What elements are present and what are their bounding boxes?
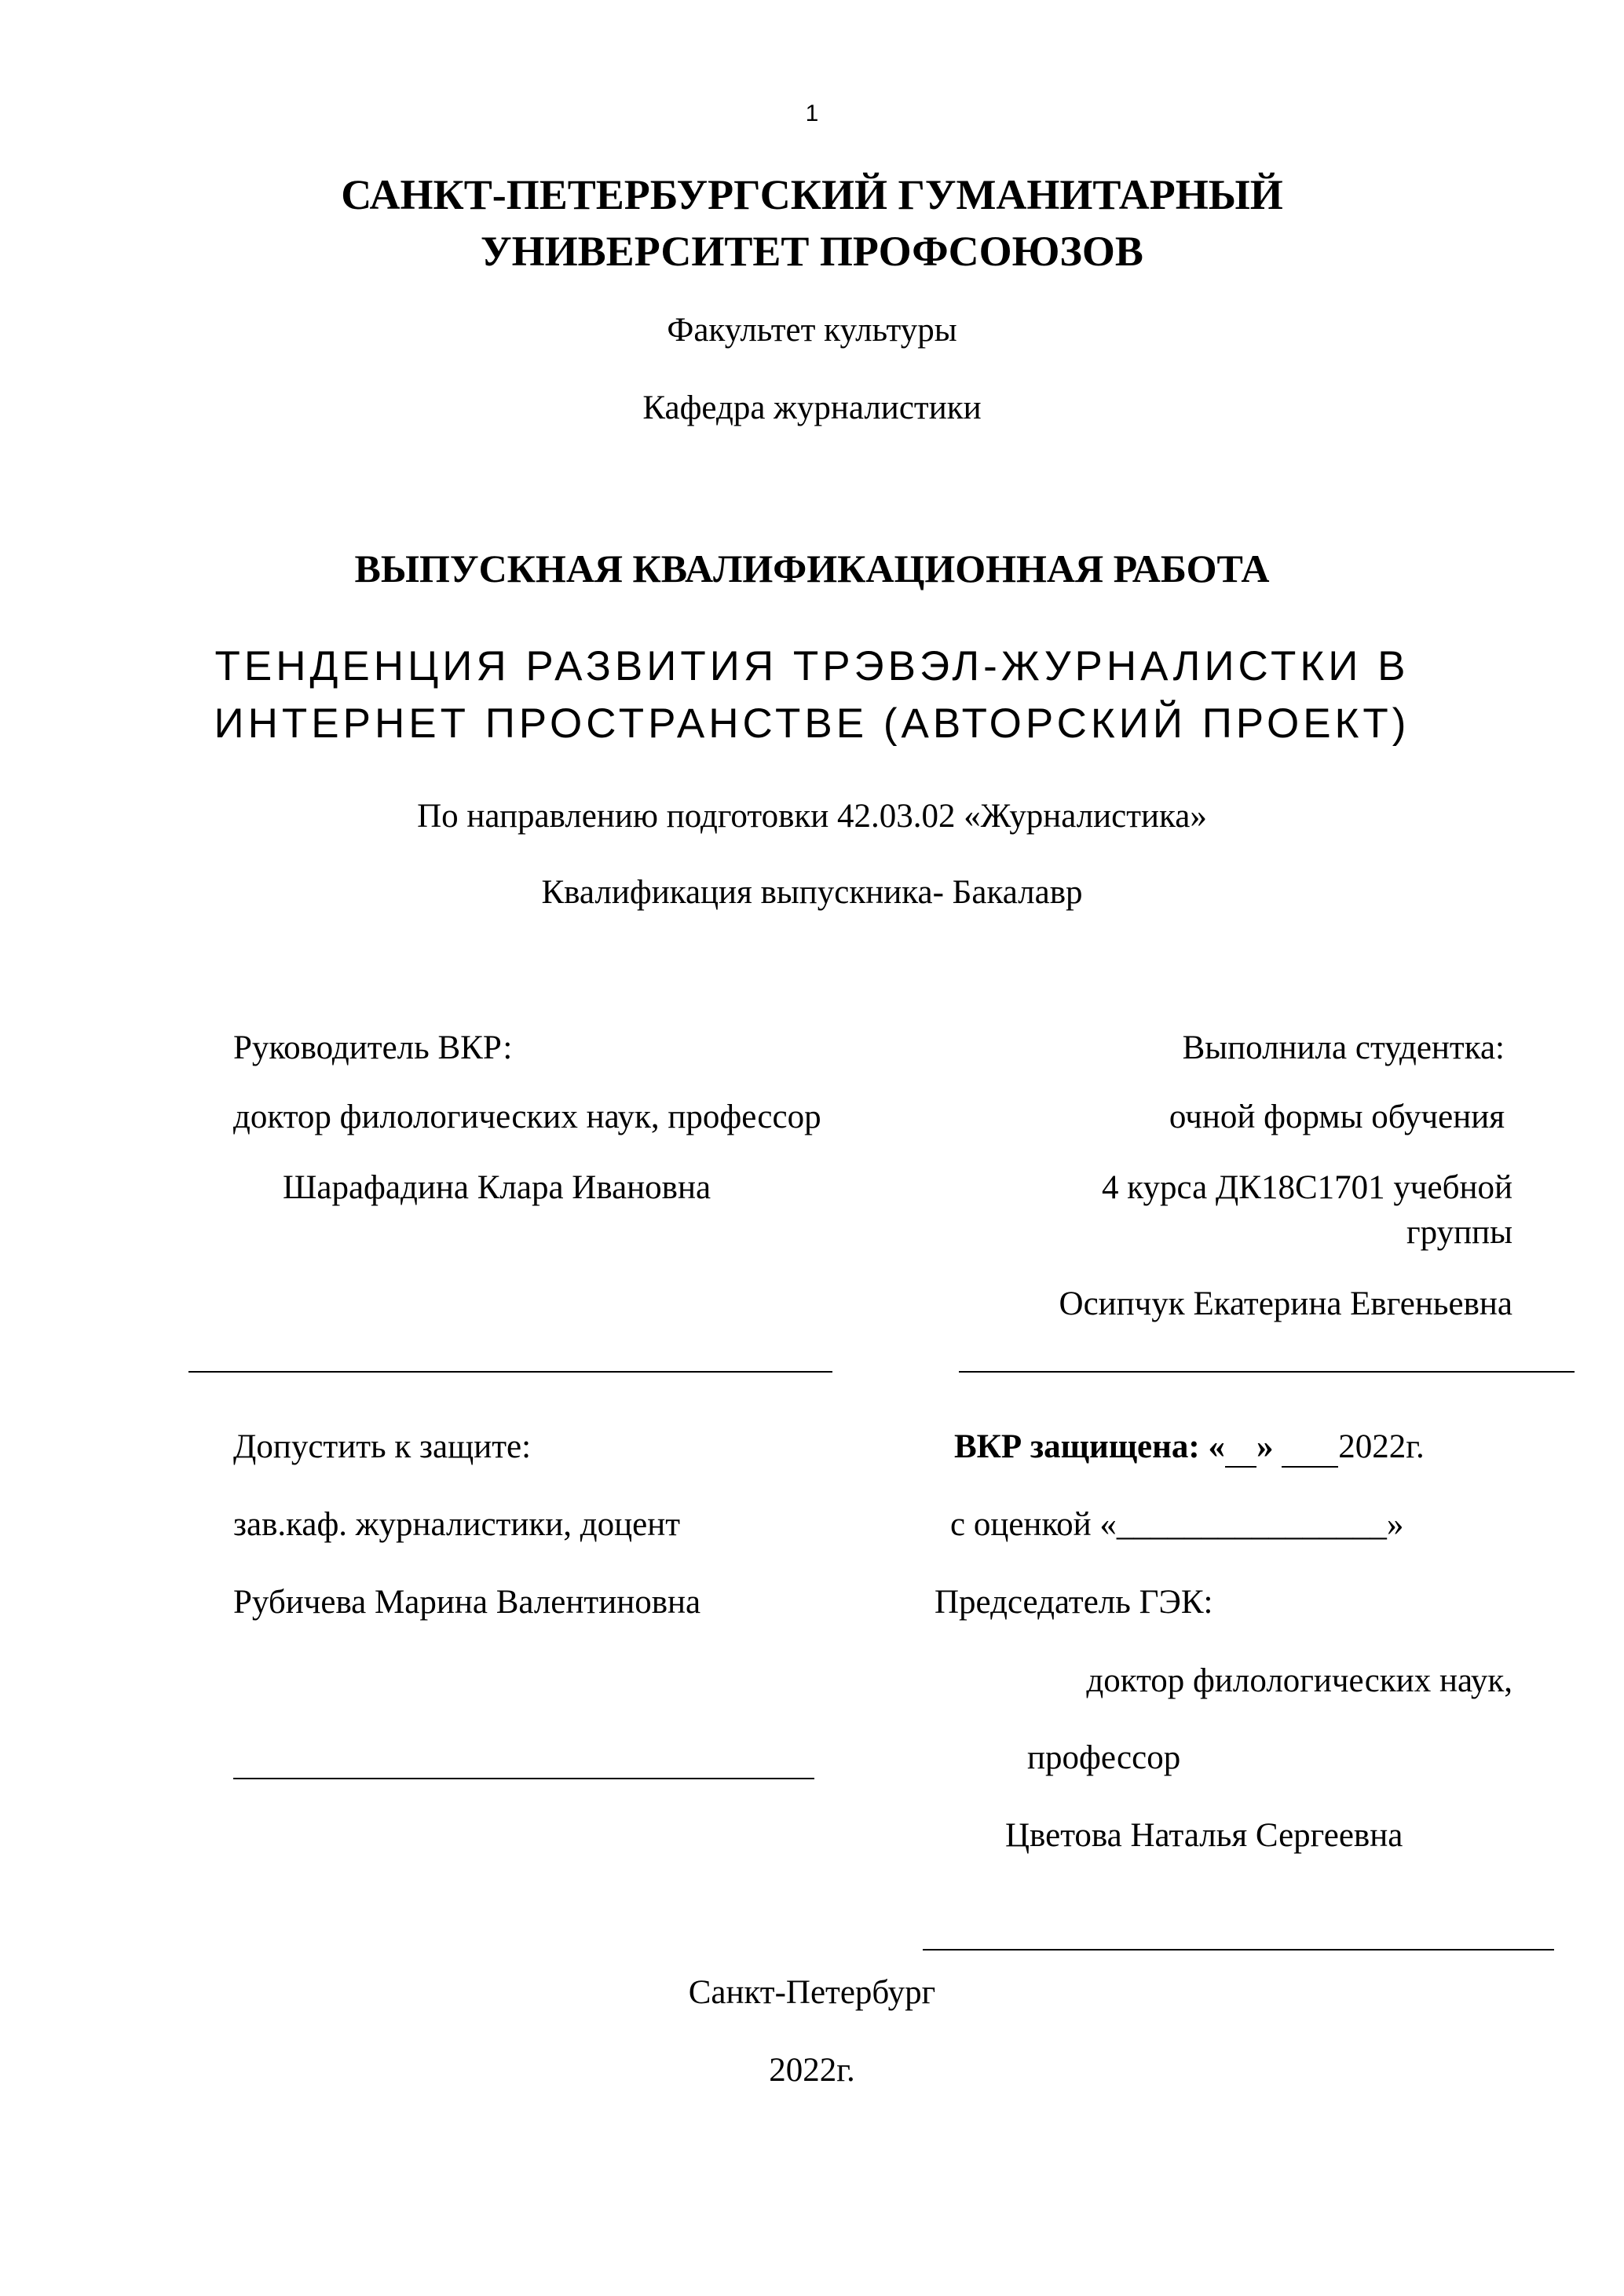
grade-suffix: »	[1386, 1506, 1404, 1543]
direction: По направлению подготовки 42.03.02 «Журналистика»	[417, 798, 1207, 835]
work-type-heading: ВЫПУСКНАЯ КВАЛИФИКАЦИОННАЯ РАБОТА	[354, 547, 1270, 590]
day-blank	[1225, 1428, 1256, 1468]
defense-date-day	[1208, 1428, 1273, 1465]
admission-label: Допустить к защите:	[233, 1428, 532, 1465]
grade-blank: ________________	[1116, 1506, 1387, 1543]
qualification: Квалификация выпускника- Бакалавр	[541, 874, 1083, 911]
student-course-line1: 4 курса ДК18С1701 учебной	[1101, 1169, 1512, 1206]
university-name-line2: УНИВЕРСИТЕТ ПРОФСОЮЗОВ	[481, 228, 1143, 275]
student-name: Осипчук Екатерина Евгеньевна	[1059, 1285, 1512, 1322]
topic-line2: ИНТЕРНЕТ ПРОСТРАНСТВЕ (АВТОРСКИЙ ПРОЕКТ)	[214, 700, 1410, 747]
supervisor-signature-line	[188, 1371, 832, 1373]
admission-signature-line	[233, 1778, 814, 1779]
chairman-name: Цветова Наталья Сергеевна	[1005, 1817, 1403, 1854]
city: Санкт-Петербург	[688, 1974, 936, 2011]
grade-prefix: с оценкой «	[950, 1506, 1117, 1543]
chairman-degree-line2: профессор	[1027, 1739, 1181, 1776]
student-course-line2: группы	[1406, 1214, 1512, 1251]
university-name-line1: САНКТ-ПЕТЕРБУРГСКИЙ ГУМАНИТАРНЫЙ	[341, 171, 1283, 218]
defense-line	[954, 1428, 1425, 1468]
supervisor-name: Шарафадина Клара Ивановна	[283, 1169, 711, 1206]
quote-close: »	[1256, 1428, 1274, 1465]
month-blank	[1282, 1428, 1338, 1468]
chairman-signature-line	[923, 1949, 1554, 1951]
supervisor-degree: доктор филологических наук, профессор	[233, 1099, 821, 1135]
defense-label: ВКР защищена:	[954, 1428, 1200, 1465]
defense-year: 2022г.	[1338, 1428, 1425, 1465]
year: 2022г.	[769, 2052, 855, 2089]
quote-open: «	[1208, 1428, 1225, 1465]
chairman-degree-line1: доктор филологических наук,	[1086, 1662, 1512, 1699]
page-number: 1	[805, 101, 819, 126]
supervisor-label: Руководитель ВКР:	[233, 1029, 513, 1066]
student-label: Выполнила студентка:	[1182, 1029, 1505, 1066]
department: Кафедра журналистики	[642, 389, 982, 426]
chairman-label: Председатель ГЭК:	[935, 1584, 1213, 1621]
student-signature-line	[959, 1371, 1575, 1373]
grade-line	[950, 1505, 1403, 1544]
faculty: Факультет культуры	[667, 312, 957, 349]
admission-name: Рубичева Марина Валентиновна	[233, 1584, 701, 1621]
topic-line1: ТЕНДЕНЦИЯ РАЗВИТИЯ ТРЭВЭЛ-ЖУРНАЛИСТКИ В	[214, 643, 1410, 689]
student-study-form: очной формы обучения	[1169, 1099, 1505, 1135]
admission-position: зав.каф. журналистики, доцент	[233, 1506, 681, 1543]
